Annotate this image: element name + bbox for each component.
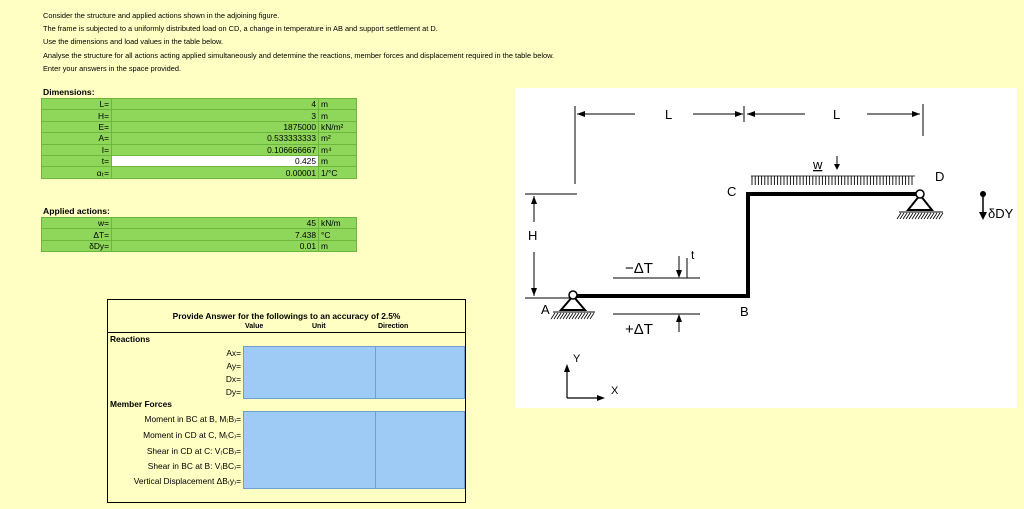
intro-line-5: Enter your answers in the space provided.	[43, 63, 182, 73]
dim-label-H: H	[528, 228, 538, 243]
reactions-direction-input[interactable]	[375, 346, 465, 399]
dim-value[interactable]: 0.00001	[112, 167, 319, 178]
node-label-B: B	[740, 304, 749, 319]
action-value[interactable]: 7.438	[112, 229, 319, 240]
dim-value[interactable]: 0.106666667	[112, 144, 319, 155]
action-unit: °C	[319, 229, 357, 240]
member-label-mc: Moment in CD at C, M₍C₎=	[143, 430, 241, 440]
reaction-label-ay: Ay=	[226, 361, 241, 371]
action-value[interactable]: 0.01	[112, 240, 319, 251]
settlement-label: δDY	[988, 206, 1014, 221]
reactions-value-input[interactable]	[243, 346, 376, 399]
member-label-vbc: Shear in BC at B: V₍BC₎=	[147, 461, 241, 471]
temp-label-bottom: +ΔT	[625, 321, 653, 338]
action-row-dT	[42, 229, 357, 240]
dim-label: I=	[42, 144, 112, 155]
member-forces-title: Member Forces	[110, 399, 172, 409]
answer-header: Provide Answer for the followings to an accuracy of 2.5%	[172, 311, 401, 321]
dimensions-title: Dimensions:	[43, 87, 95, 97]
dim-row-alpha	[42, 167, 357, 178]
node-label-A: A	[541, 302, 550, 317]
dim-unit: kN/m²	[319, 121, 357, 132]
action-row-dDy	[42, 240, 357, 251]
dim-label: L=	[42, 99, 112, 110]
member-label-vcb: Shear in CD at C: V₍CB₎=	[146, 446, 241, 456]
action-unit: m	[319, 240, 357, 251]
intro-line-1: Consider the structure and applied actions shown in the adjoining figure.	[43, 11, 280, 20]
dim-label: A=	[42, 133, 112, 144]
axis-label-X: X	[611, 385, 619, 397]
intro-line-2: The frame is subjected to a uniformly distributed load on CD, a change in temperature in AB and support settlement at D.	[43, 24, 438, 34]
dim-unit: m²	[319, 133, 357, 144]
dim-row-L	[42, 99, 357, 110]
members-value-input[interactable]	[243, 411, 376, 489]
col-header-direction: Direction	[378, 323, 409, 330]
member-label-mb: Moment in BC at B, M₍B₎=	[144, 414, 241, 424]
settlement-arrow	[979, 191, 987, 220]
action-label: δDy=	[42, 240, 112, 251]
dim-label: H=	[42, 110, 112, 121]
reactions-title: Reactions	[110, 334, 151, 344]
dim-row-A	[42, 133, 357, 144]
dim-value[interactable]: 0.533333333	[112, 133, 319, 144]
dim-row-t	[42, 155, 357, 166]
answer-box	[107, 299, 466, 503]
node-label-D: D	[935, 169, 945, 184]
dim-row-E	[42, 121, 357, 132]
reaction-label-ax: Ax=	[226, 348, 241, 358]
dim-row-H	[42, 110, 357, 121]
action-value[interactable]: 45	[112, 218, 319, 229]
actions-table	[41, 217, 357, 252]
temp-label-top: −ΔT	[625, 260, 653, 277]
dim-value[interactable]: 1875000	[112, 121, 319, 132]
dim-unit: m⁴	[319, 144, 357, 155]
action-label: w=	[42, 218, 112, 229]
axis-label-Y: Y	[573, 353, 581, 365]
axes-icon	[564, 364, 605, 401]
dim-unit: 1/°C	[319, 167, 357, 178]
action-row-w	[42, 218, 357, 229]
dim-unit: m	[319, 99, 357, 110]
intro-text	[43, 9, 554, 75]
dim-label: αₜ=	[42, 167, 112, 178]
dim-value[interactable]: 0.425	[112, 155, 319, 166]
action-unit: kN/m	[319, 218, 357, 229]
intro-line-4: Analyse the structure for all actions acting applied simultaneously and determine the reactions, member forces and displacement required in the table below.	[43, 50, 555, 60]
thickness-label: t	[691, 248, 695, 262]
col-header-unit: Unit	[312, 323, 326, 330]
dim-unit: m	[319, 110, 357, 121]
dim-label: t=	[42, 155, 112, 166]
dim-label-L2: L	[833, 107, 841, 122]
dim-unit: m	[319, 155, 357, 166]
udl-label-w: w	[813, 157, 823, 172]
node-label-C: C	[727, 184, 737, 199]
actions-title: Applied actions:	[43, 206, 110, 216]
header-divider	[108, 332, 465, 333]
reaction-label-dx: Dx=	[225, 374, 241, 384]
action-label: ΔT=	[42, 229, 112, 240]
member-label-delta-by: Vertical Displacement ΔB₍y₎=	[133, 476, 241, 486]
col-header-value: Value	[245, 323, 264, 330]
dim-value[interactable]: 4	[112, 99, 319, 110]
members-direction-input[interactable]	[375, 411, 465, 489]
dim-row-I	[42, 144, 357, 155]
dimensions-table	[41, 98, 357, 179]
frame-figure	[515, 88, 1017, 408]
dim-value[interactable]: 3	[112, 110, 319, 121]
dim-label-L1: L	[665, 107, 673, 122]
intro-line-3: Use the dimensions and load values in the table below.	[43, 37, 223, 47]
reaction-label-dy: Dy=	[225, 387, 241, 397]
dim-label: E=	[42, 121, 112, 132]
